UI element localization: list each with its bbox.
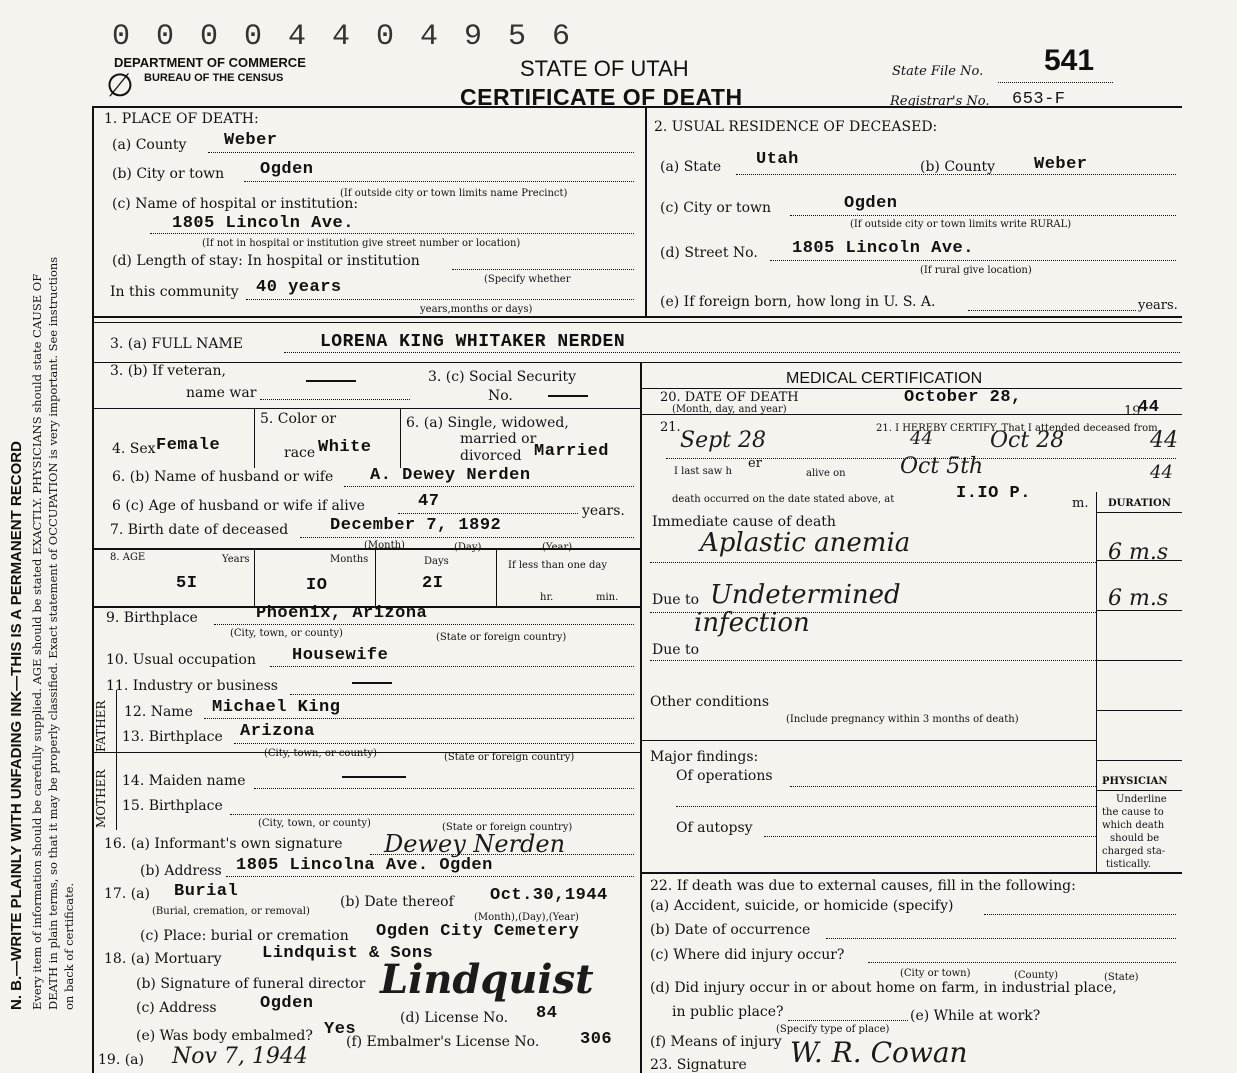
father-bp-value: Arizona — [240, 722, 315, 741]
spouse-value: A. Dewey Nerden — [370, 466, 531, 485]
age-days-label: Days — [424, 556, 449, 567]
father-name-value: Michael King — [212, 698, 341, 717]
external-b: (b) Date of occurrence — [650, 922, 811, 938]
external-state: (State) — [1104, 972, 1139, 983]
item-21-number: 21. — [660, 420, 681, 435]
city-label: (b) City or town — [112, 166, 225, 182]
year-prefix: 19 — [1124, 404, 1141, 419]
due-to-value-2: infection — [694, 608, 810, 638]
external-a: (a) Accident, suicide, or homicide (specify) — [650, 898, 954, 914]
full-name-label: 3. (a) FULL NAME — [110, 336, 243, 352]
attended-to-year: 44 — [1150, 428, 1178, 453]
death-city-value: Ogden — [260, 160, 314, 179]
date-of-death-label: 20. DATE OF DEATH — [660, 390, 799, 405]
mother-state-note: (State or foreign country) — [442, 822, 573, 833]
state-file-label: State File No. — [892, 64, 984, 79]
bp-city-note: (City, town, or county) — [230, 628, 343, 639]
age-days-value: 2I — [422, 574, 444, 593]
embalmer-value: 306 — [580, 1030, 613, 1049]
external-d: (d) Did injury occur in or about home on farm, in industrial place, — [650, 980, 1117, 996]
last-saw-year: 44 — [1150, 462, 1173, 483]
mother-label: MOTHER — [94, 769, 108, 828]
marital-label-3: divorced — [460, 448, 522, 464]
alive-label: alive on — [806, 468, 846, 479]
res-street-value: 1805 Lincoln Ave. — [792, 239, 974, 258]
race-value: White — [318, 438, 372, 457]
immediate-cause-label: Immediate cause of death — [652, 514, 836, 530]
years-suffix: years. — [1138, 298, 1178, 313]
occupation-label: 10. Usual occupation — [106, 652, 256, 668]
community-label: In this community — [110, 284, 239, 300]
department-label: DEPARTMENT OF COMMERCE — [114, 55, 306, 70]
hospital-note: (If not in hospital or institution give street number or location) — [202, 238, 521, 249]
res-county-value: Weber — [1034, 155, 1088, 174]
frame-top — [92, 106, 1182, 108]
m-label: m. — [1072, 496, 1089, 511]
mother-bp-label: 15. Birthplace — [122, 798, 223, 814]
hospital-label: (c) Name of hospital or institution: — [112, 196, 359, 212]
immediate-cause-value: Aplastic anemia — [700, 528, 911, 558]
last-saw-label: I last saw h — [674, 466, 732, 477]
due-to-label: Due to — [652, 592, 700, 608]
frame-split-lower — [640, 362, 642, 1073]
spouse-age-value: 47 — [418, 492, 440, 511]
spouse-age-label: 6 (c) Age of husband or wife if alive — [112, 498, 365, 514]
burial-place-label: (c) Place: burial or cremation — [140, 928, 349, 944]
state-file-number: 541 — [1044, 44, 1095, 77]
embalmed-value: Yes — [324, 1020, 357, 1039]
mother-city-note: (City, town, or county) — [258, 818, 371, 829]
marital-label-1: 6. (a) Single, widowed, — [406, 415, 569, 431]
external-c: (c) Where did injury occur? — [650, 947, 845, 963]
major-findings-label: Major findings: — [650, 749, 759, 765]
birth-date-label: 7. Birth date of deceased — [110, 522, 289, 538]
birth-date-value: December 7, 1892 — [330, 516, 502, 535]
stay-label: (d) Length of stay: In hospital or institution — [112, 253, 420, 269]
mdy-note: (Month),(Day),(Year) — [474, 912, 579, 923]
side-instruction-line4: on back of certificate. — [62, 882, 76, 1010]
medical-cert-title: MEDICAL CERTIFICATION — [786, 370, 983, 387]
side-instruction-line1: N. B.—WRITE PLAINLY WITH UNFADING INK—THIS IS A PERMANENT RECORD — [8, 441, 25, 1010]
state-title: STATE OF UTAH — [520, 56, 689, 81]
informant-label: 16. (a) Informant's own signature — [104, 836, 343, 852]
address-value: 1805 Lincolna Ave. Ogden — [236, 856, 493, 875]
phys-note-5: charged sta- — [1102, 846, 1166, 857]
physician-label: PHYSICIAN — [1102, 776, 1168, 787]
director-signature: Lindquist — [380, 956, 594, 1003]
date-thereof-label: (b) Date thereof — [340, 894, 454, 910]
due-to-label-2: Due to — [652, 642, 700, 658]
attended-from-year: 44 — [910, 428, 933, 449]
res-street-note: (If rural give location) — [920, 265, 1032, 276]
certificate-serial-number: 0 0 0 0 4 4 0 4 9 5 6 — [112, 20, 575, 54]
registrar-number: 653-F — [1012, 90, 1066, 109]
race-label: race — [284, 445, 316, 461]
phys-note-4: should be — [1110, 833, 1160, 844]
age-label: 8. AGE — [110, 552, 146, 563]
father-state-note: (State or foreign country) — [444, 752, 575, 763]
birthplace-label: 9. Birthplace — [106, 610, 198, 626]
res-city-note: (If outside city or town limits write RURAL) — [850, 219, 1072, 230]
burial-note: (Burial, cremation, or removal) — [152, 906, 310, 917]
residence-title: 2. USUAL RESIDENCE OF DECEASED: — [654, 119, 938, 135]
day-label: (Day) — [454, 542, 482, 553]
specify-note: (Specify whether — [484, 274, 571, 285]
ss-no-label: No. — [488, 388, 513, 404]
month-label: (Month) — [364, 540, 405, 551]
hr-label: hr. — [540, 592, 554, 603]
director-label: (b) Signature of funeral director — [136, 976, 366, 992]
external-county: (County) — [1014, 970, 1059, 981]
attended-to-value: Oct 28 — [990, 428, 1065, 453]
maiden-name-label: 14. Maiden name — [122, 773, 246, 789]
city-note: (If outside city or town limits name Precinct) — [340, 188, 568, 199]
phys-note-6: tistically. — [1106, 859, 1152, 870]
ss-label: 3. (c) Social Security — [428, 369, 577, 385]
res-street-label: (d) Street No. — [660, 245, 758, 261]
bureau-label: BUREAU OF THE CENSUS — [144, 72, 284, 84]
father-city-note: (City, town, or county) — [264, 748, 377, 759]
county-label: (a) County — [112, 137, 187, 153]
sex-value: Female — [156, 436, 221, 455]
embalmed-label: (e) Was body embalmed? — [136, 1028, 313, 1044]
external-city-town: (City or town) — [900, 968, 971, 979]
father-name-label: 12. Name — [124, 704, 193, 720]
res-city-value: Ogden — [844, 194, 898, 213]
age-years-label: Years — [222, 554, 250, 565]
occupation-value: Housewife — [292, 646, 389, 665]
external-specify: (Specify type of place) — [776, 1024, 890, 1035]
frame-split-upper — [645, 106, 647, 316]
marital-value: Married — [534, 442, 609, 461]
occurred-time: I.IO P. — [956, 484, 1031, 503]
spouse-label: 6. (b) Name of husband or wife — [112, 469, 334, 485]
license-label: (d) License No. — [400, 1010, 509, 1026]
due-to-value: Undetermined — [710, 580, 901, 610]
war-label: name war — [186, 385, 257, 401]
date-sub-label: (Month, day, and year) — [672, 404, 787, 415]
date-of-death-value: October 28, — [904, 388, 1022, 407]
external-f: (f) Means of injury — [650, 1034, 782, 1050]
attended-from-value: Sept 28 — [680, 428, 767, 453]
death-county-value: Weber — [224, 131, 278, 150]
phys-note-1: Underline — [1116, 794, 1167, 805]
license-value: 84 — [536, 1004, 558, 1023]
full-name-value: LORENA KING WHITAKER NERDEN — [320, 332, 626, 352]
burial-label: 17. (a) — [104, 886, 150, 902]
phys-note-3: which death — [1102, 820, 1165, 831]
phys-note-2: the cause to — [1102, 807, 1164, 818]
row-19-label: 19. (a) — [98, 1052, 144, 1068]
signature-label: 23. Signature — [650, 1057, 747, 1073]
year-label: (Year) — [542, 542, 573, 553]
address-label: (b) Address — [140, 863, 222, 879]
certify-label: 21. I HEREBY CERTIFY, That I attended deceased from — [876, 423, 1158, 434]
sex-label: 4. Sex — [112, 441, 156, 457]
foreign-label: (e) If foreign born, how long in U. S. A. — [660, 294, 936, 310]
immediate-duration: 6 m.s — [1108, 540, 1169, 565]
less-day-label: If less than one day — [508, 560, 607, 571]
age-months-label: Months — [330, 554, 369, 565]
side-instruction-line2: Every item of information should be carefully supplied. AGE should be stated EXACTLY. PHYSICIANS should state CAUSE OF — [30, 273, 44, 1010]
birthplace-value: Phoenix, Arizona — [256, 604, 428, 623]
mortuary-address-value: Ogden — [260, 994, 314, 1013]
row-19-signature: Nov 7, 1944 — [172, 1044, 308, 1069]
last-saw-value: Oct 5th — [900, 454, 984, 479]
marital-label-2: married or — [460, 431, 537, 447]
date-of-death-year: 44 — [1138, 398, 1160, 417]
color-label: 5. Color or — [260, 411, 337, 427]
res-city-label: (c) City or town — [660, 200, 772, 216]
res-county-label: (b) County — [920, 159, 996, 175]
registrar-label: Registrar's No. — [890, 94, 990, 109]
external-e: (e) While at work? — [910, 1008, 1041, 1024]
of-operations-label: Of operations — [676, 768, 773, 784]
informant-signature: Dewey Nerden — [384, 830, 566, 858]
mortuary-value: Lindquist & Sons — [262, 944, 434, 963]
age-months-value: IO — [306, 576, 328, 595]
father-bp-label: 13. Birthplace — [122, 729, 223, 745]
check-mark-icon: ∅ — [106, 66, 134, 104]
father-label: FATHER — [94, 700, 108, 752]
embalmer-label: (f) Embalmer's License No. — [346, 1034, 540, 1050]
age-years-value: 5I — [176, 574, 198, 593]
community-value: 40 years — [256, 278, 342, 297]
burial-place-value: Ogden City Cemetery — [376, 922, 580, 941]
min-label: min. — [596, 592, 619, 603]
mortuary-address-label: (c) Address — [136, 1000, 217, 1016]
other-conditions-label: Other conditions — [650, 694, 770, 710]
date-thereof-value: Oct.30,1944 — [490, 886, 608, 905]
burial-value: Burial — [174, 882, 239, 901]
frame-left — [92, 106, 94, 1073]
side-instruction-line3: DEATH in plain terms, so that it may be properly classified. Exact statement of OCCUPATION is very important. See instructions — [46, 256, 60, 1010]
certificate-title: CERTIFICATE OF DEATH — [460, 84, 743, 110]
spouse-years-suffix: years. — [582, 503, 625, 519]
res-state-label: (a) State — [660, 159, 722, 175]
occurred-label: death occurred on the date stated above, at — [672, 494, 895, 505]
veteran-label: 3. (b) If veteran, — [110, 363, 226, 379]
place-of-death-title: 1. PLACE OF DEATH: — [104, 111, 259, 127]
res-state-value: Utah — [756, 150, 799, 169]
mortuary-label: 18. (a) Mortuary — [104, 951, 222, 967]
duration-label: DURATION — [1108, 498, 1171, 509]
physician-signature: W. R. Cowan — [790, 1036, 968, 1069]
industry-label: 11. Industry or business — [106, 678, 278, 694]
due-to-duration: 6 m.s — [1108, 586, 1169, 611]
of-autopsy-label: Of autopsy — [676, 820, 753, 836]
last-saw-er: er — [748, 456, 762, 471]
years-note: years,months or days) — [420, 304, 533, 315]
hospital-value: 1805 Lincoln Ave. — [172, 214, 354, 233]
external-title: 22. If death was due to external causes, fill in the following: — [650, 878, 1076, 894]
bp-state-note: (State or foreign country) — [436, 632, 567, 643]
external-public: in public place? — [672, 1004, 784, 1020]
other-note: (Include pregnancy within 3 months of death) — [786, 714, 1019, 725]
